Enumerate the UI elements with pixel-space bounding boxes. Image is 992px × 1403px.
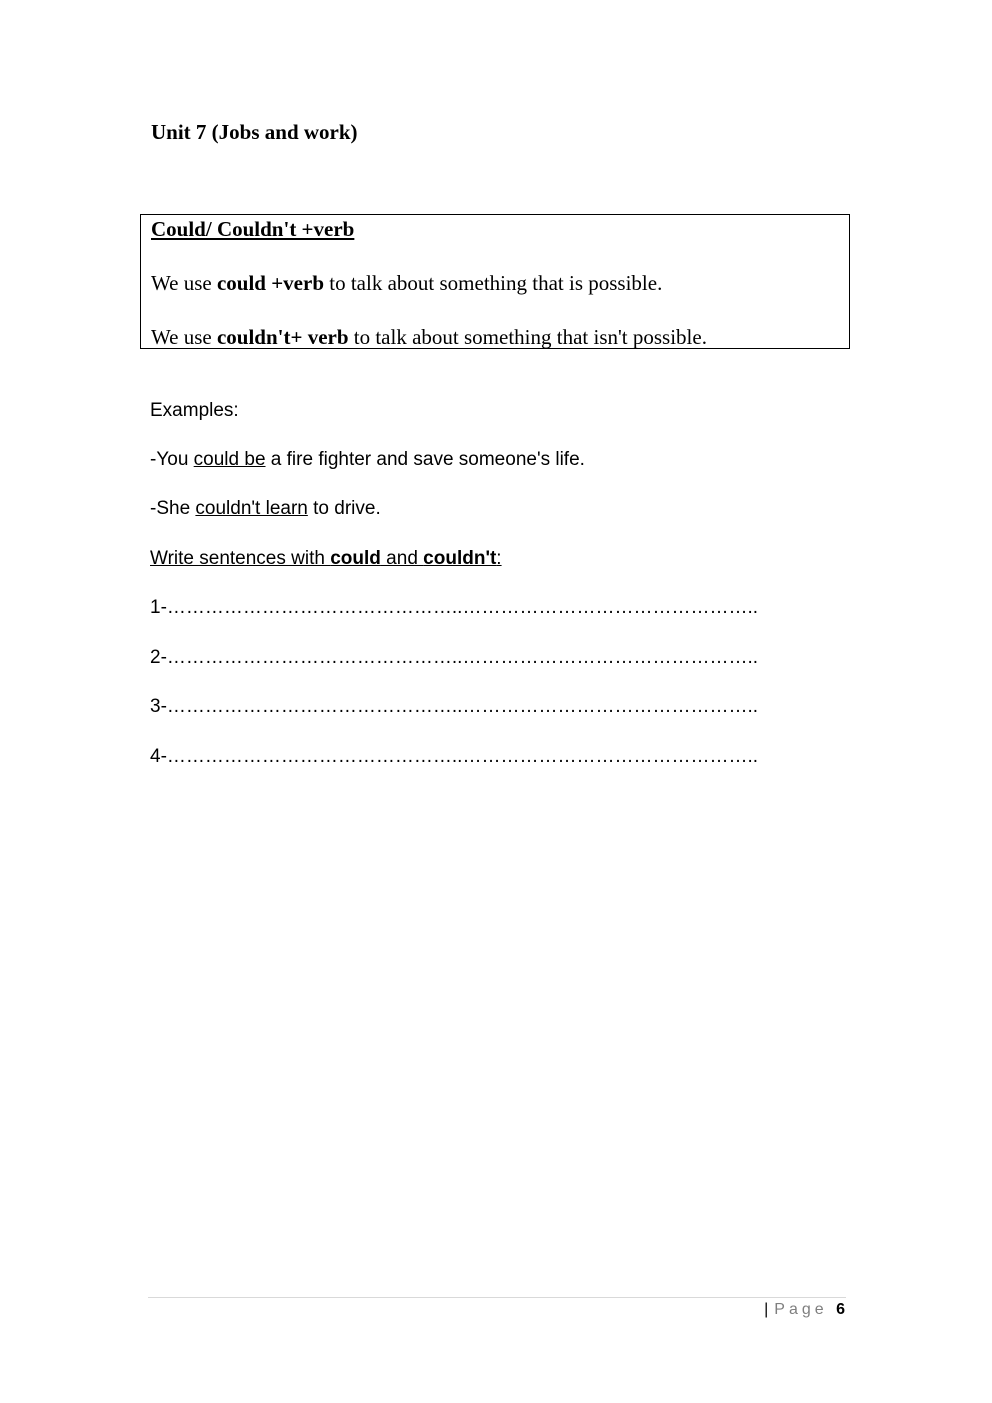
page-title: Unit 7 (Jobs and work) xyxy=(151,120,358,144)
rule-line-text: We use xyxy=(151,325,217,349)
instruction-keyword: could xyxy=(330,548,381,569)
footer-page-label: Page xyxy=(774,1301,828,1318)
page-footer xyxy=(764,1301,845,1319)
example-sentence-1 xyxy=(150,449,585,471)
page-number: 6 xyxy=(836,1301,845,1318)
example-sentence-2 xyxy=(150,498,381,520)
example-text: -She xyxy=(150,498,196,519)
rule-line-text: to talk about something that is possible. xyxy=(324,271,663,295)
rule-line-couldnt xyxy=(151,325,707,350)
rule-keyword: couldn't+ verb xyxy=(216,325,349,349)
instruction-text: : xyxy=(496,548,502,569)
rule-line-could xyxy=(151,271,662,296)
rule-line-text: We use xyxy=(151,271,217,295)
example-text: to drive. xyxy=(307,498,381,519)
rule-keyword: could +verb xyxy=(216,271,325,295)
examples-label: Examples: xyxy=(150,400,239,421)
answer-line-1[interactable]: 1-………………………………………..……………………………………….. xyxy=(150,597,759,618)
rule-heading: Could/ Couldn't +verb xyxy=(151,217,355,241)
example-verb-phrase: couldn't learn xyxy=(195,498,308,519)
exercise-instruction xyxy=(150,548,502,570)
instruction-text: Write sentences with xyxy=(150,548,331,569)
example-text: -You xyxy=(150,449,194,470)
answer-line-3[interactable]: 3-………………………………………..……………………………………….. xyxy=(150,696,759,717)
footer-bar: | xyxy=(764,1301,769,1318)
footer-divider xyxy=(148,1297,846,1298)
example-text: a fire fighter and save someone's life. xyxy=(265,449,585,470)
grammar-rule-box xyxy=(140,214,850,349)
answer-line-2[interactable]: 2-………………………………………..……………………………………….. xyxy=(150,647,759,668)
example-verb-phrase: could be xyxy=(193,449,266,470)
rule-line-text: to talk about something that isn't possible. xyxy=(348,325,707,349)
answer-line-4[interactable]: 4-………………………………………..……………………………………….. xyxy=(150,746,759,767)
instruction-text: and xyxy=(380,548,424,569)
instruction-keyword: couldn't xyxy=(423,548,497,569)
